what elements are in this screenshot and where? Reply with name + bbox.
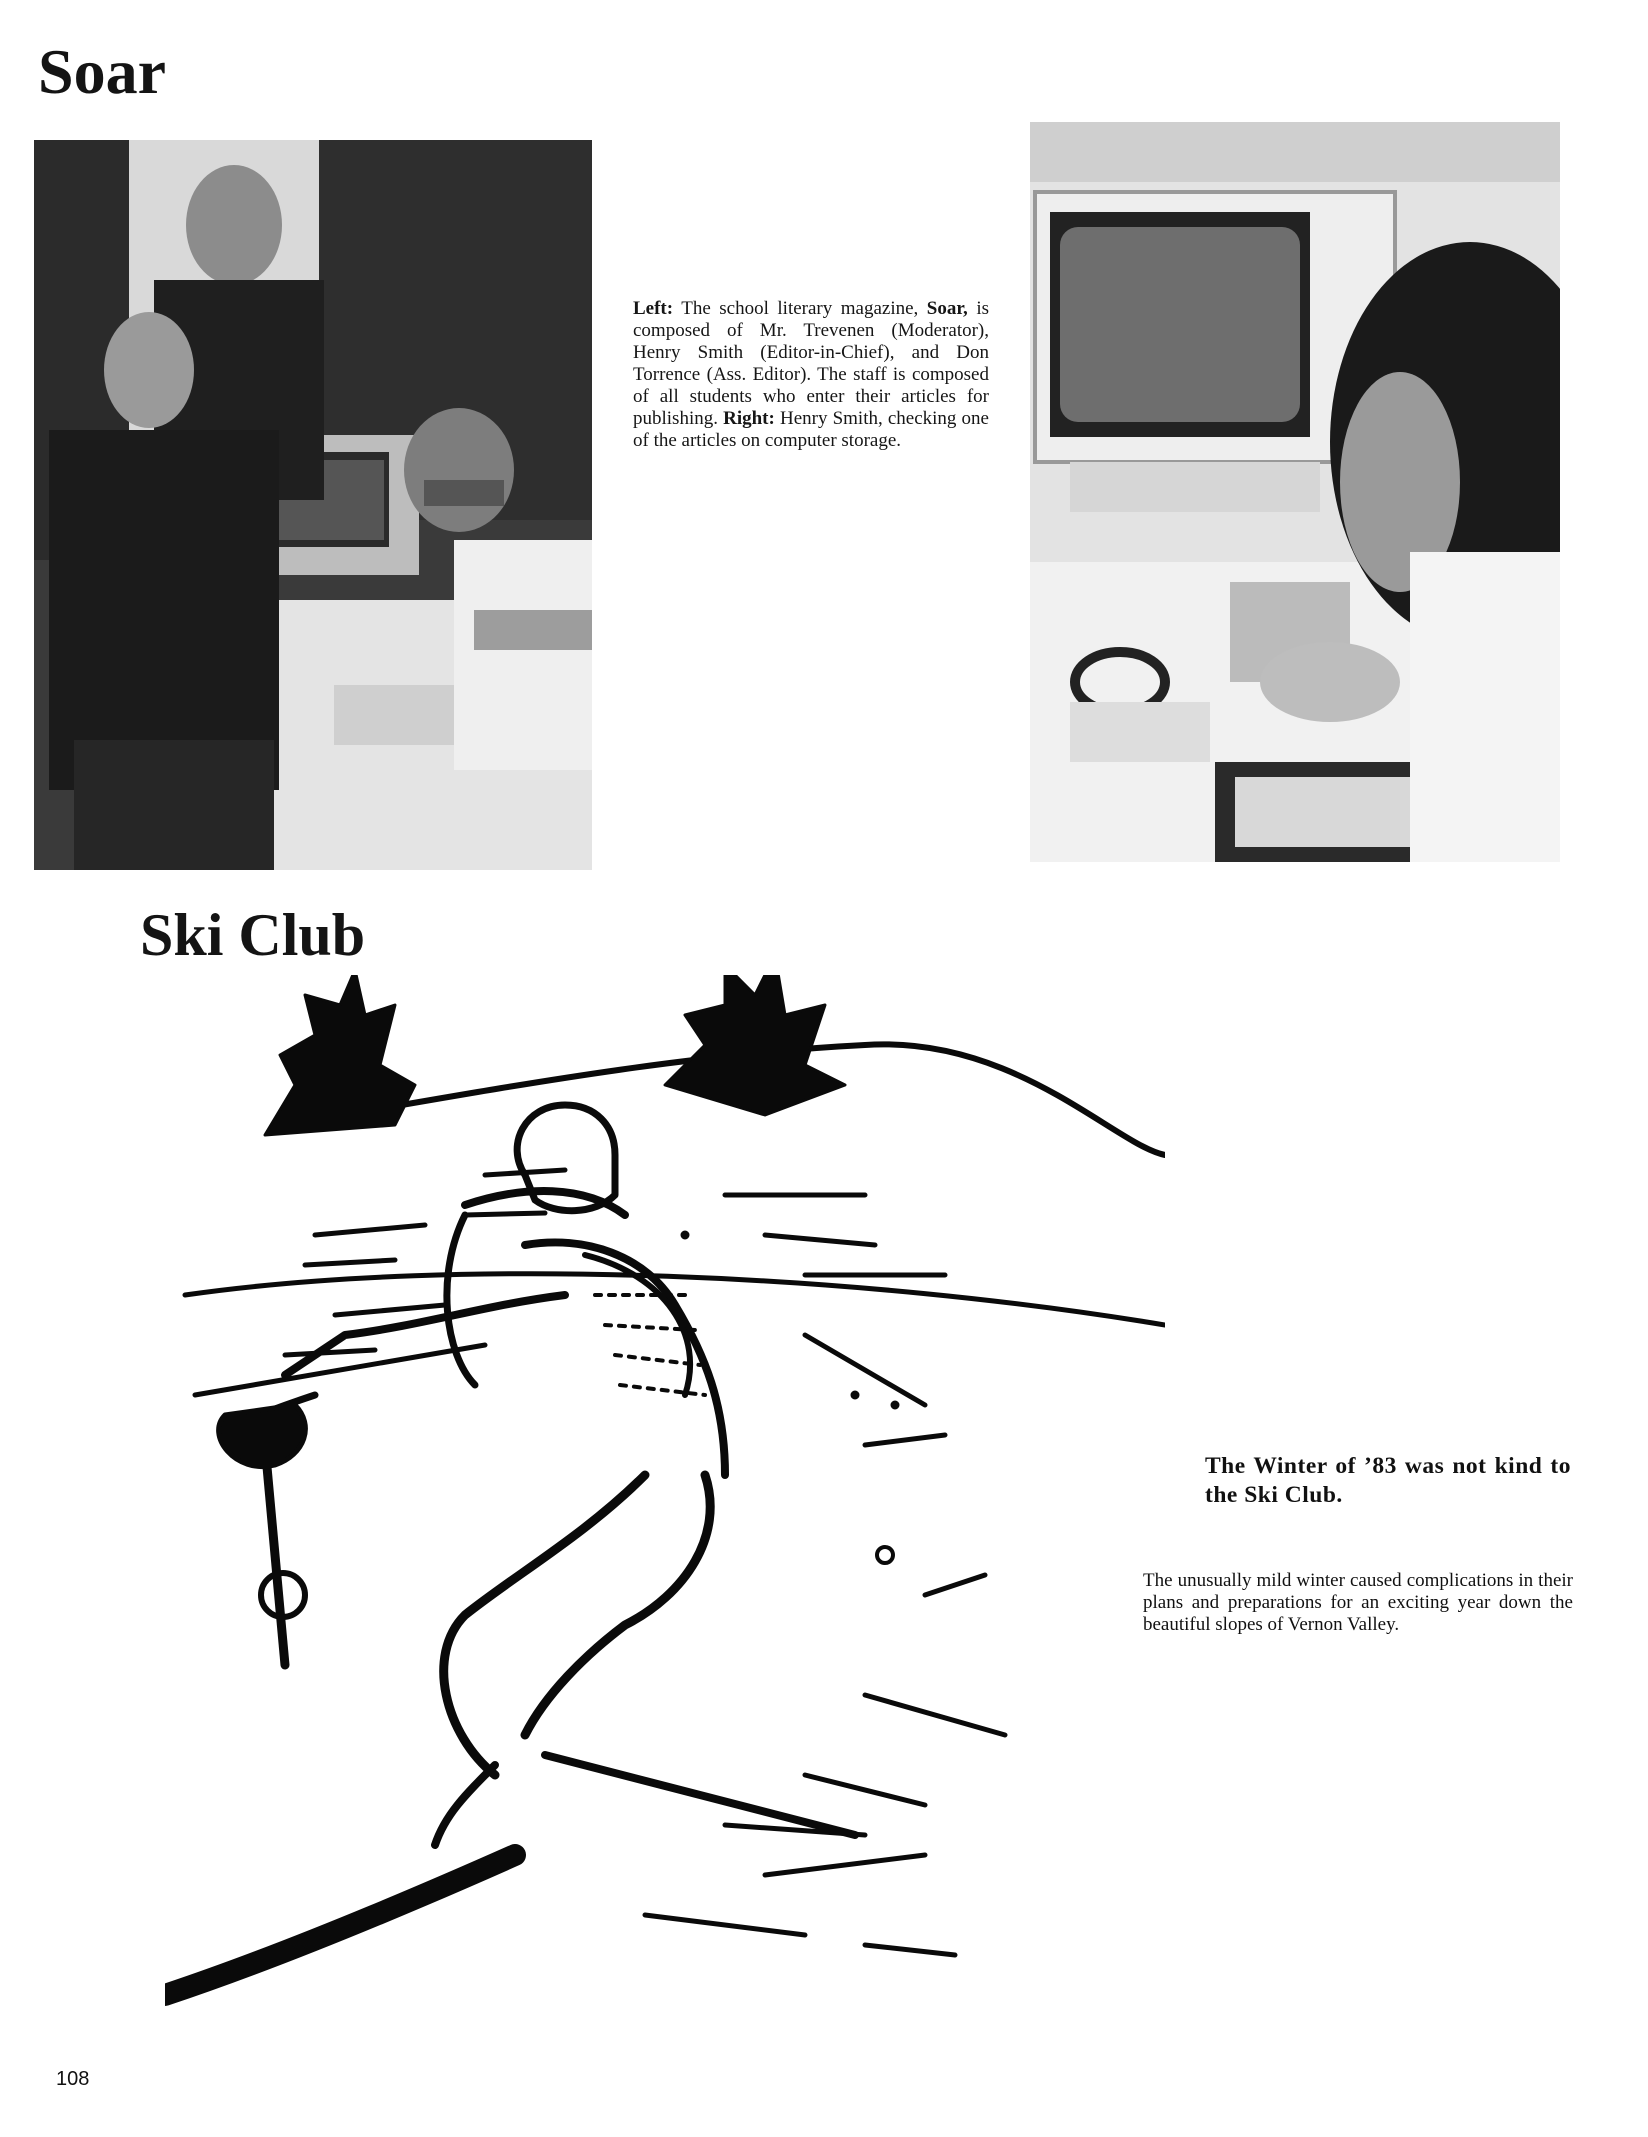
soar-photo-caption bbox=[633, 298, 989, 452]
ski-club-headline: The Winter of ’83 was not kind to the Ski Club. bbox=[1205, 1453, 1571, 1508]
computer-user-photo bbox=[1030, 122, 1560, 862]
caption-left-text-1: The school literary magazine, bbox=[673, 298, 927, 319]
ski-club-body-text: The unusually mild winter caused complications in their plans and preparations for an exciting year down the beautiful slopes of Vernon Valley. bbox=[1143, 1570, 1573, 1635]
soar-section-title: Soar bbox=[38, 36, 166, 107]
caption-right-label: Right: bbox=[723, 408, 775, 429]
caption-right-text: Henry Smith, checking one of the articles on computer storage. bbox=[633, 408, 989, 451]
caption-magazine-name: Soar, bbox=[926, 298, 968, 319]
page-number: 108 bbox=[56, 2068, 90, 2090]
ski-club-section-title: Ski Club bbox=[140, 902, 366, 968]
caption-left-text-2: is composed of Mr. Trevenen (Moderator), Henry Smith (Editor-in-Chief), and Don Torrence (Ass. Editor). The staff is composed of all students who enter their articles for publishing. bbox=[633, 298, 989, 429]
caption-left-label: Left: bbox=[633, 298, 674, 319]
skier-illustration bbox=[165, 975, 1165, 2045]
soar-staff-photo bbox=[34, 140, 592, 870]
